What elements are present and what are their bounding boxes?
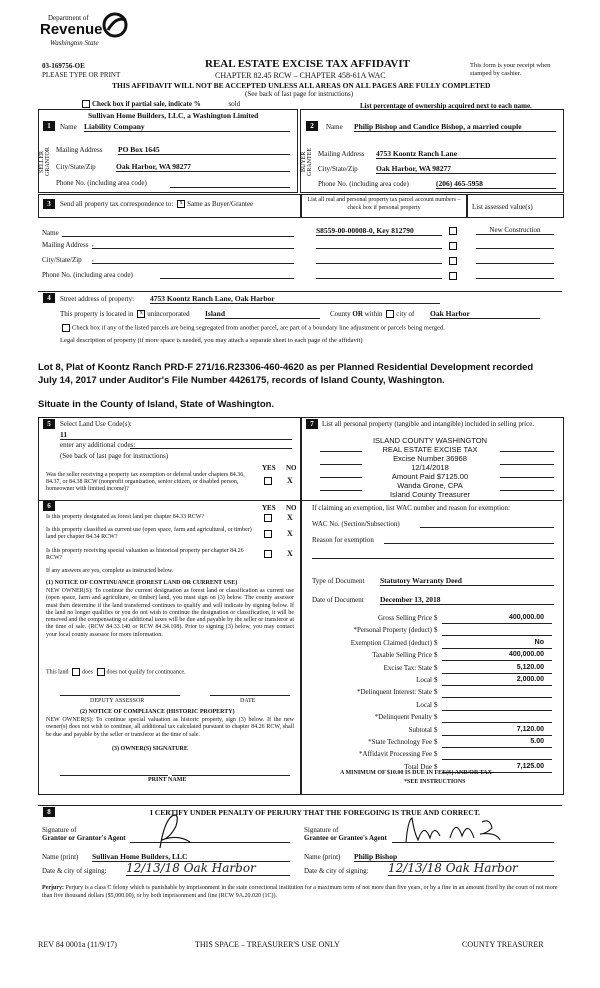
seller-name-line1: Sullivan Home Builders, LLC, a Washington Limited: [88, 111, 259, 120]
owner-sig-label: (3) OWNER(S) SIGNATURE: [112, 746, 188, 752]
partial-sale-label: Check box if partial sale, indicate %: [92, 100, 201, 108]
city-value[interactable]: Oak Harbor: [430, 309, 540, 319]
fee-dollar: $: [434, 738, 438, 746]
additional-codes: enter any additional codes:: [60, 441, 136, 449]
section-7-number: 7: [306, 419, 318, 429]
county-or-city: [330, 310, 414, 318]
s7-divider: [300, 500, 562, 501]
treasurer-stamp: [370, 436, 490, 499]
stamp-line-3: Excise Number 36968: [393, 454, 467, 463]
s6-no: NO: [286, 504, 297, 512]
perjury-text: Perjury is a class C felony which is punishable by imprisonment in the state correctional institution for a maximum term of not more than five years, or by a fine in an amount fixed by the court of not more than five thousand dollars ($5,000.00), or by both imprisonment and fine (RCW 9A.20.020 (1C)).: [42, 885, 558, 899]
does-label: does: [82, 669, 93, 676]
doc-date-label: Date of Document: [312, 596, 364, 604]
fee-line: [442, 710, 552, 711]
buyer-mailing[interactable]: 4753 Koontz Ranch Lane: [376, 149, 556, 159]
assessed-value[interactable]: New Construction: [476, 226, 554, 235]
notice-1-title: (1) NOTICE OF CONTINUANCE (FOREST LAND OR CURRENT USE): [46, 580, 238, 586]
fee-line: [442, 660, 552, 661]
fee-amount[interactable]: 7,120.00: [516, 725, 544, 733]
located-row: [60, 310, 190, 318]
fee-row: [312, 614, 552, 624]
s3-phone-label: Phone No. (including area code): [42, 271, 133, 279]
section-4-top: [38, 291, 562, 292]
this-land-label: This land: [46, 669, 69, 676]
owner-sig-line-1[interactable]: [60, 775, 168, 776]
assessed-line-3[interactable]: [476, 263, 554, 264]
this-land-row: [46, 668, 186, 676]
see-instructions: *SEE INSTRUCTIONS: [404, 779, 466, 785]
personal-line-4a[interactable]: [320, 490, 362, 491]
segregated-checkbox[interactable]: [62, 324, 70, 332]
exemption-claim: If claiming an exemption, list WAC number and reason for exemption:: [312, 504, 510, 512]
fee-row: [312, 750, 552, 760]
receipt-note: This form is your receipt when stamped by cashier.: [470, 62, 551, 77]
please-type: PLEASE TYPE OR PRINT: [42, 71, 121, 79]
fee-dollar: $: [434, 700, 438, 709]
s6-divider: [38, 500, 300, 501]
fee-label: Total Due: [404, 762, 432, 771]
fee-line: [442, 685, 552, 686]
fee-line: [442, 759, 552, 760]
certify-text: I CERTIFY UNDER PENALTY OF PERJURY THAT THE FOREGOING IS TRUE AND CORRECT.: [150, 808, 481, 817]
grantee-sig-of: Signature of: [304, 826, 339, 834]
fee-label: Local: [416, 676, 432, 684]
grantor-signature[interactable]: [150, 812, 200, 852]
doc-type[interactable]: Statutory Warranty Deed: [380, 576, 554, 586]
print-name-label: PRINT NAME: [148, 777, 187, 783]
dept-of: Department of: [48, 14, 89, 22]
fee-dollar: $: [434, 638, 438, 647]
fee-row: [312, 664, 552, 674]
treasurer-space: THIS SPACE – TREASURER'S USE ONLY: [195, 940, 340, 949]
fee-label: Excise Tax: State: [383, 663, 432, 672]
rev-number: REV 84 0001a (11/9/17): [38, 940, 117, 949]
s6-yes: YES: [262, 504, 276, 512]
fee-label: *State Technology Fee: [368, 738, 432, 746]
buyer-side-label: BUYER GRANTEE: [301, 148, 313, 176]
buyer-name-label: Name: [326, 123, 343, 131]
parcel-4-checkbox[interactable]: [449, 272, 457, 280]
fee-amount[interactable]: No: [534, 638, 544, 646]
fee-amount[interactable]: 5,120.00: [516, 663, 544, 671]
send-label: Send all property tax correspondence to:: [60, 200, 174, 208]
parcel-number[interactable]: S8559-00-00008-0, Key 812790: [316, 226, 442, 236]
s3-mailing-label: Mailing Address: [42, 241, 89, 249]
seller-side-label: SELLER GRANTOR: [39, 147, 51, 177]
fee-line: [442, 623, 552, 624]
personal-line-2a[interactable]: [320, 464, 362, 465]
deputy-line[interactable]: [60, 695, 180, 696]
form-chapter: CHAPTER 82.45 RCW – CHAPTER 458-61A WAC: [215, 71, 386, 80]
fee-line: [442, 735, 552, 736]
personal-line-4b[interactable]: [500, 490, 554, 491]
parcel-header-text: List all real and personal property tax parcel account numbers – check box if personal property: [307, 197, 461, 211]
same-as-label: Same as Buyer/Grantee: [187, 200, 254, 208]
does-not-label: does not qualify for continuance.: [106, 669, 186, 676]
notice-1-body: NEW OWNER(S): To continue the current designation as forest land or classification as current use (open space, farm and agriculture, or timber) land, you must sign on (3) below. The county assessor must then determine if the land transferred continues to qualify and will indicate by signing below. If the land no longer qualifies or you do not wish to continue the designation or classification, it will be removed and the compensating or additional taxes will be due and payable by the seller or transferor at the time of sale. (RCW 84.33.140 or RCW 84.34.108). Prior to signing (3) below, you may contact your local county assessor for more information.: [46, 588, 294, 638]
assessed-line-2[interactable]: [476, 248, 554, 249]
fee-row: [312, 701, 552, 711]
fee-dollar: $: [434, 713, 438, 722]
doc-date[interactable]: December 13, 2018: [380, 595, 554, 605]
fee-line: [442, 635, 552, 636]
segregated-label: Check box if any of the listed parcels are being segregated from another parcel, are part of a boundary line adjustment or parcels being merged.: [72, 324, 445, 332]
buyer-phone-label: Phone No. (including area code): [318, 180, 409, 188]
seller-name-line2[interactable]: Liability Company: [84, 122, 290, 132]
minimum-note: A MINIMUM OF $10.00 IS DUE IN FEE(S) AND/OR TAX: [340, 770, 492, 776]
section-6-number: 6: [43, 501, 55, 511]
city-checkbox[interactable]: [386, 310, 394, 318]
owner-sig-line-2[interactable]: [172, 775, 290, 776]
fee-row: [312, 639, 552, 649]
legal-description: [38, 361, 578, 387]
fee-amount[interactable]: 400,000.00: [508, 651, 544, 659]
q-forest: Is this property designated as forest land per chapter 84.33 RCW?: [46, 514, 205, 520]
s5-no: NO: [286, 464, 297, 472]
fee-dollar: $: [434, 663, 438, 672]
fee-label: Local: [416, 700, 432, 709]
fee-amount[interactable]: 7,125.00: [516, 762, 544, 770]
does-not-checkbox[interactable]: [97, 668, 105, 676]
fee-row: [312, 688, 552, 698]
fee-amount[interactable]: 2,000.00: [516, 676, 544, 683]
s3-mailing[interactable]: ,: [92, 240, 294, 249]
q-current-use-yes[interactable]: [264, 530, 272, 538]
wac-label: WAC No. (Section/Subsection): [312, 520, 400, 528]
fee-dollar: $: [434, 725, 438, 734]
or-label: OR: [352, 310, 363, 318]
stamp-line-6: Wanda Grone, CPA: [397, 481, 463, 490]
same-as-buyer-checkbox[interactable]: x: [177, 200, 185, 208]
buyer-name[interactable]: Philip Bishop and Candice Bishop, a married couple: [354, 122, 556, 132]
legal-line-1: Lot 8, Plat of Koontz Ranch PRD-F 271/16.R23306-460-4620 as per Planned Residential Development recorded: [38, 362, 534, 373]
fee-label: Subtotal: [408, 725, 432, 734]
does-checkbox[interactable]: [72, 668, 80, 676]
deputy-date-line[interactable]: [210, 695, 290, 696]
reason-line-1[interactable]: [384, 543, 554, 544]
seller-city[interactable]: Oak Harbor, WA 98277: [116, 162, 290, 172]
located-label: This property is located in: [60, 310, 134, 318]
dor-logo: [40, 12, 150, 54]
if-any-yes: If any answers are yes, complete as instructed below.: [46, 568, 174, 574]
notice-2-body: NEW OWNER(S): To continue special valuation as historic property, sign (3) below. If the new owner(s) does not wish to continue, all additional tax calculated pursuant to chapter 84.26 RCW, shall be due and payable by the seller or transferor at the time of sale.: [46, 717, 294, 738]
parcel-line-3[interactable]: [316, 263, 442, 264]
segregated-row: [60, 324, 445, 332]
personal-line-1a[interactable]: [320, 451, 362, 452]
section-3-number: 3: [43, 199, 55, 209]
fee-label: Exemption Claimed (deduct): [350, 638, 432, 647]
send-correspondence: [60, 200, 253, 208]
stamp-line-2: REAL ESTATE EXCISE TAX: [382, 445, 478, 454]
assessed-line-4[interactable]: [476, 278, 554, 279]
parcel-line-2[interactable]: [316, 248, 442, 249]
fee-row: [312, 738, 552, 748]
street-address[interactable]: 4753 Koontz Ranch Lane, Oak Harbor: [150, 294, 440, 304]
situate-line: Situate in the County of Island, State of Washington.: [38, 399, 275, 410]
fee-row: [312, 726, 552, 736]
q-current-use: Is this property classified as current use (open space, farm and agricultural, or timber) land per chapter 84.34 RCW?: [46, 527, 252, 540]
grantee-date-city-label: Date & city of signing:: [304, 867, 369, 875]
unincorporated-label: unincorporated: [147, 310, 190, 318]
fee-dollar: $: [434, 626, 438, 635]
personal-line-1b[interactable]: [500, 451, 554, 452]
land-use-label: Select Land Use Code(s):: [60, 420, 132, 428]
seller-city-label: City/State/Zip: [56, 163, 96, 171]
personal-line-3a[interactable]: [320, 477, 362, 478]
perjury-note: [42, 884, 562, 900]
fee-line: [442, 697, 552, 698]
dor-logo-mark: [102, 12, 132, 38]
section-8-top: [38, 805, 562, 806]
fee-line: [442, 673, 552, 674]
q-forest-answer[interactable]: X: [287, 513, 293, 522]
section-5-number: 5: [43, 419, 55, 429]
exempt-question: Was the seller receiving a property tax exemption or deferral under chapters 84.36, 84.37, or 84.38 RCW (nonprofit organization, senior citizen, or disabled person, homeowner with limited income)?: [46, 472, 245, 492]
not-accepted-notice: THIS AFFIDAVIT WILL NOT BE ACCEPTED UNLESS ALL AREAS ON ALL PAGES ARE FULLY COMPLETED: [112, 81, 491, 90]
perjury-label: Perjury:: [42, 885, 64, 891]
partial-sale-checkbox[interactable]: [82, 100, 90, 108]
fee-row: [312, 651, 552, 661]
grantee-date-city[interactable]: 12/13/18 Oak Harbor: [388, 861, 554, 876]
fee-dollar: $: [434, 651, 438, 660]
personal-line-3b[interactable]: [500, 477, 554, 478]
s5-yes: YES: [262, 464, 276, 472]
grantor-sig-of: Signature of: [42, 826, 77, 834]
reason-label: Reason for exemption: [312, 536, 374, 544]
grantee-name[interactable]: Philip Bishop: [354, 852, 554, 862]
parcel-1-checkbox[interactable]: [449, 227, 457, 235]
ownership-note: List percentage of ownership acquired next to each name.: [360, 102, 532, 110]
q-historic: Is this property receiving special valuation as historical property per chapter 84.26 RCW?: [46, 548, 244, 561]
seller-mailing-label: Mailing Address: [56, 146, 103, 154]
list-personal: List all personal property (tangible and intangible) included in selling price.: [322, 420, 535, 428]
exempt-yes-checkbox[interactable]: [264, 477, 272, 485]
grantor-date-city[interactable]: 12/13/18 Oak Harbor: [126, 861, 290, 876]
buyer-city-label: City/State/Zip: [318, 165, 358, 173]
fee-amount[interactable]: 400,000.00: [508, 614, 544, 621]
fee-line: [442, 648, 552, 649]
seller-phone-line[interactable]: [170, 187, 290, 188]
see-back: (See back of last page for instructions): [245, 90, 354, 98]
grantor-name[interactable]: Sullivan Home Builders, LLC: [92, 852, 290, 862]
s5-see-back: (See back of last page for instructions): [60, 452, 169, 460]
fee-label: *Delinquent Penalty: [374, 713, 432, 722]
section-8-number: 8: [43, 807, 55, 817]
grantee-name-label: Name (print): [304, 853, 341, 861]
s3-city-label: City/State/Zip: [42, 256, 82, 264]
fee-label: *Personal Property (deduct): [353, 626, 432, 635]
fee-amount[interactable]: 5.00: [530, 738, 544, 745]
grantor-agent-label: Grantor or Grantor's Agent: [42, 834, 126, 842]
seller-name-label: Name: [60, 123, 77, 131]
grantee-signature[interactable]: [400, 812, 510, 850]
personal-line-2b[interactable]: [500, 464, 554, 465]
legal-desc-label: Legal description of property (if more space is needed, you may attach a separate sheet to each page of the affidavit): [60, 337, 363, 344]
doc-type-label: Type of Document: [312, 577, 365, 585]
county-value[interactable]: Island: [205, 309, 320, 319]
fee-row: [312, 713, 552, 723]
stamp-line-1: ISLAND COUNTY WASHINGTON: [372, 436, 488, 445]
reason-line-2[interactable]: [312, 558, 554, 559]
within-label: within: [364, 310, 383, 318]
fee-label: *Affidavit Processing Fee: [359, 750, 432, 759]
wac-line[interactable]: [420, 527, 554, 528]
fee-line: [442, 722, 552, 723]
partial-sale: [80, 100, 240, 108]
land-use-code[interactable]: 11: [60, 430, 292, 440]
stamp-line-7: Island County Treasurer: [389, 490, 471, 499]
exempt-answer[interactable]: X: [287, 476, 293, 485]
section-2-number: 2: [306, 121, 318, 131]
form-id: 03-169756-OE: [42, 62, 85, 70]
buyer-mailing-label: Mailing Address: [318, 150, 365, 158]
fee-row: [312, 676, 552, 686]
parcel-2-checkbox[interactable]: [449, 242, 457, 250]
buyer-phone[interactable]: (206) 465-5958: [436, 179, 556, 189]
unincorporated-checkbox[interactable]: x: [137, 310, 145, 318]
q-current-use-answer[interactable]: X: [287, 529, 293, 538]
fee-dollar: $: [434, 750, 438, 759]
county-label: County: [330, 310, 351, 318]
grantor-name-label: Name (print): [42, 853, 79, 861]
legal-line-2: July 14, 2017 under Auditor's File Number 4426175, records of Island County, Washington.: [38, 375, 445, 386]
fee-dollar: $: [434, 688, 438, 697]
q-historic-yes[interactable]: [264, 550, 272, 558]
s3-city[interactable]: ,: [92, 255, 294, 264]
q-forest-yes[interactable]: [264, 514, 272, 522]
fee-line: [442, 747, 552, 748]
seller-phone-label: Phone No. (including area code): [56, 179, 147, 187]
street-label: Street address of property:: [60, 295, 135, 303]
s3-name-label: Name: [42, 229, 59, 237]
notice-2-title: (2) NOTICE OF COMPLIANCE (HISTORIC PROPERTY): [80, 709, 235, 715]
buyer-city[interactable]: Oak Harbor, WA 98277: [376, 164, 556, 174]
grantor-date-city-label: Date & city of signing:: [42, 867, 107, 875]
parcel-3-checkbox[interactable]: [449, 257, 457, 265]
parcel-line-4[interactable]: [316, 278, 442, 279]
section-4-number: 4: [43, 293, 55, 303]
additional-codes-line[interactable]: [130, 448, 292, 449]
deputy-label: DEPUTY ASSESSOR: [90, 698, 145, 704]
s3-phone-line[interactable]: [160, 278, 294, 279]
form-title: REAL ESTATE EXCISE TAX AFFIDAVIT: [205, 58, 410, 70]
deputy-date-label: DATE: [240, 698, 256, 704]
partial-sold-label: sold: [228, 100, 241, 108]
fee-row: [312, 626, 552, 636]
dept-revenue: Revenue: [40, 21, 103, 38]
county-treasurer: COUNTY TREASURER: [462, 940, 544, 949]
fee-label: Taxable Selling Price: [372, 651, 432, 660]
section-1-number: 1: [43, 121, 55, 131]
stamp-line-5: Amount Paid $7125.00: [391, 472, 469, 481]
stamp-line-4: 12/14/2018: [411, 463, 449, 472]
grantee-agent-label: Grantee or Grantee's Agent: [304, 834, 387, 842]
s3-name-line[interactable]: [62, 236, 294, 237]
assessed-header-text: List assessed value(s): [472, 203, 533, 211]
dept-state: Washington State: [50, 39, 99, 47]
city-of-label: city of: [396, 310, 415, 318]
fee-dollar: $: [434, 762, 438, 771]
q-historic-answer[interactable]: X: [287, 549, 293, 558]
fee-dollar: $: [434, 676, 438, 684]
seller-mailing[interactable]: PO Box 1645: [118, 145, 290, 155]
fee-label: *Delinquent Interest: State: [356, 688, 432, 697]
fee-label: Gross Selling Price: [377, 614, 432, 622]
fee-dollar: $: [434, 614, 438, 622]
